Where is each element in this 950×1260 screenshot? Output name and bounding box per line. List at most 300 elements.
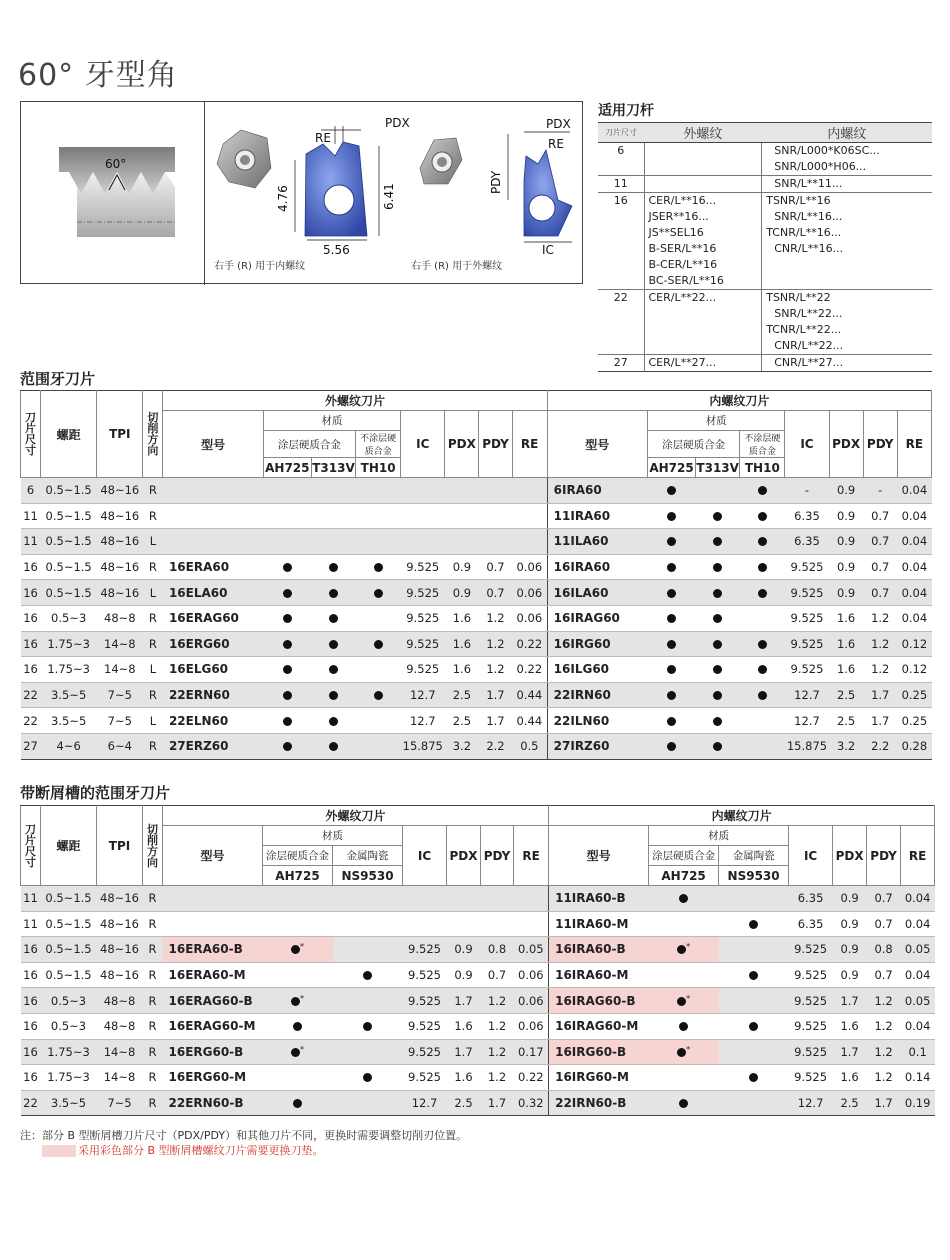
- holder-row: [598, 225, 932, 241]
- size-cell: 22: [21, 682, 41, 708]
- table-row: [21, 631, 932, 657]
- availability-dot-icon: [713, 665, 722, 674]
- ext-pdy-cell: 0.7: [479, 580, 512, 606]
- int-model-cell: 11ILA60: [547, 529, 647, 555]
- material-cell: [311, 657, 355, 683]
- external-insert-illustration: [396, 110, 581, 255]
- ext-re-cell: 0.17: [514, 1039, 549, 1065]
- material-cell: [263, 605, 311, 631]
- material-cell: [263, 529, 311, 555]
- holder-size-cell: [598, 159, 644, 176]
- availability-dot-icon: [374, 563, 383, 572]
- ext-ic-cell: 9.525: [403, 1013, 447, 1039]
- availability-dot-icon: [713, 537, 722, 546]
- table-row: [21, 580, 932, 606]
- ext-pdx-cell: 0.9: [445, 580, 479, 606]
- size-cell: 16: [21, 962, 41, 988]
- table-row: [21, 886, 935, 912]
- material-cell: [263, 657, 311, 683]
- availability-dot-icon: [679, 1099, 688, 1108]
- holder-size-cell: 16: [598, 193, 644, 210]
- tpi-cell: 48~16: [97, 911, 143, 937]
- ext-re-cell: 0.44: [512, 682, 547, 708]
- ext-model-cell: 16ERAG60-M: [163, 1013, 263, 1039]
- t2-header-int-pdx: PDX: [833, 826, 867, 886]
- availability-dot-icon: [283, 563, 292, 572]
- dim-width: 5.56: [323, 243, 350, 257]
- ext-pdx-cell: 1.6: [447, 1013, 481, 1039]
- int-re-cell: 0.12: [897, 657, 931, 683]
- table-row: [21, 937, 935, 963]
- int-pdy-cell: 2.2: [863, 733, 897, 759]
- t1-header-int-re: RE: [897, 411, 931, 478]
- int-ic-cell: 15.875: [785, 733, 829, 759]
- material-cell: [696, 503, 740, 529]
- availability-dot-icon: [667, 537, 676, 546]
- size-cell: 22: [21, 1090, 41, 1116]
- asterisk-icon: *: [300, 942, 304, 952]
- holder-row: [598, 193, 932, 210]
- int-re-cell: 0.25: [897, 682, 931, 708]
- int-pdy-cell: 0.7: [867, 886, 901, 912]
- availability-dot-icon: [329, 665, 338, 674]
- int-re-cell: 0.05: [901, 988, 935, 1014]
- availability-dot-icon: [758, 691, 767, 700]
- availability-dot-icon: [329, 691, 338, 700]
- material-cell: [696, 580, 740, 606]
- figure-divider: [204, 102, 205, 285]
- t1-header-ext-re: RE: [512, 411, 547, 478]
- size-cell: 11: [21, 529, 41, 555]
- holder-external-cell: [644, 306, 762, 322]
- holder-row: [598, 209, 932, 225]
- ext-ic-cell: [401, 478, 445, 504]
- tpi-cell: 6~4: [97, 733, 143, 759]
- size-cell: 22: [21, 708, 41, 734]
- material-cell: [263, 733, 311, 759]
- pitch-cell: 3.5~5: [41, 682, 97, 708]
- int-ic-cell: 9.525: [785, 657, 829, 683]
- int-re-cell: 0.04: [901, 1013, 935, 1039]
- int-pdx-cell: 1.6: [833, 1013, 867, 1039]
- ext-model-cell: 22ERN60: [163, 682, 263, 708]
- ext-ic-cell: [401, 529, 445, 555]
- footnote-2: [42, 1142, 324, 1158]
- ext-re-cell: 0.06: [514, 962, 549, 988]
- table-row: [21, 1039, 935, 1065]
- material-cell: [311, 580, 355, 606]
- ext-re-cell: 0.22: [512, 657, 547, 683]
- int-pdy-cell: 1.7: [863, 708, 897, 734]
- availability-dot-icon: [749, 1022, 758, 1031]
- material-cell: [696, 733, 740, 759]
- t1-header-ext-pdy: PDY: [479, 411, 512, 478]
- int-pdx-cell: 0.9: [833, 962, 867, 988]
- availability-dot-icon: [667, 486, 676, 495]
- size-cell: 16: [21, 554, 41, 580]
- availability-dot-icon: [713, 512, 722, 521]
- holder-internal-cell: [762, 257, 932, 273]
- int-model-cell: 16ILG60: [547, 657, 647, 683]
- asterisk-icon: *: [300, 993, 304, 1003]
- table-row: [21, 682, 932, 708]
- dir-cell: R: [143, 478, 163, 504]
- material-cell: [356, 708, 401, 734]
- int-pdx-cell: 0.9: [829, 503, 863, 529]
- t1-header-int-t313v: T313V: [696, 458, 740, 478]
- material-cell: [311, 631, 355, 657]
- pitch-cell: 3.5~5: [41, 708, 97, 734]
- int-pdx-cell: 0.9: [829, 580, 863, 606]
- dir-cell: R: [143, 631, 163, 657]
- holder-row: [598, 257, 932, 273]
- availability-dot-icon: [667, 614, 676, 623]
- material-cell: [696, 478, 740, 504]
- int-pdx-cell: 1.6: [833, 1065, 867, 1091]
- material-cell: [263, 988, 333, 1014]
- ext-pdy-cell: [479, 478, 512, 504]
- int-model-cell: 16IRA60-M: [549, 962, 649, 988]
- holder-header-external: 外螺纹: [644, 123, 762, 143]
- availability-dot-icon: [677, 997, 686, 1006]
- int-re-cell: 0.12: [897, 631, 931, 657]
- int-pdy-cell: 0.8: [867, 937, 901, 963]
- tpi-cell: 48~8: [97, 605, 143, 631]
- material-cell: [356, 733, 401, 759]
- int-re-cell: 0.04: [897, 503, 931, 529]
- table-row: [21, 988, 935, 1014]
- int-pdy-cell: 1.7: [867, 1090, 901, 1116]
- holder-header-internal: 内螺纹: [762, 123, 932, 143]
- t1-header-ext-pdx: PDX: [445, 411, 479, 478]
- material-cell: [356, 682, 401, 708]
- holder-size-cell: [598, 306, 644, 322]
- int-re-cell: 0.19: [901, 1090, 935, 1116]
- material-cell: [311, 478, 355, 504]
- holder-internal-cell: TCNR/L**16...: [762, 225, 932, 241]
- holder-internal-cell: [762, 273, 932, 290]
- dir-cell: R: [143, 733, 163, 759]
- table-row: [21, 1090, 935, 1116]
- ext-ic-cell: 9.525: [401, 554, 445, 580]
- availability-dot-icon: [758, 563, 767, 572]
- material-cell: [719, 911, 789, 937]
- availability-dot-icon: [667, 665, 676, 674]
- ext-model-cell: 16ERG60-M: [163, 1065, 263, 1091]
- availability-dot-icon: [713, 691, 722, 700]
- holder-external-cell: [644, 338, 762, 355]
- thread-profile-illustration: [57, 142, 181, 242]
- holder-internal-cell: SNR/L**16...: [762, 209, 932, 225]
- material-cell: [696, 657, 740, 683]
- int-re-cell: 0.04: [897, 554, 931, 580]
- material-cell: [356, 529, 401, 555]
- int-pdx-cell: 1.7: [833, 988, 867, 1014]
- holder-size-cell: [598, 225, 644, 241]
- int-model-cell: 16ILA60: [547, 580, 647, 606]
- dir-cell: R: [143, 503, 163, 529]
- ext-pdy-cell: 1.2: [479, 657, 512, 683]
- ext-model-cell: [163, 911, 263, 937]
- availability-dot-icon: [758, 537, 767, 546]
- tpi-cell: 48~16: [97, 580, 143, 606]
- availability-dot-icon: [713, 742, 722, 751]
- dir-cell: R: [143, 605, 163, 631]
- int-pdx-cell: 0.9: [833, 937, 867, 963]
- material-cell: [719, 962, 789, 988]
- availability-dot-icon: [283, 717, 292, 726]
- pitch-cell: 1.75~3: [41, 631, 97, 657]
- pitch-cell: 3.5~5: [41, 1090, 97, 1116]
- material-cell: [647, 529, 695, 555]
- material-cell: [647, 682, 695, 708]
- int-ic-cell: 9.525: [789, 1039, 833, 1065]
- material-cell: [311, 733, 355, 759]
- ext-pdx-cell: 2.5: [447, 1090, 481, 1116]
- ext-pdx-cell: [447, 911, 481, 937]
- material-cell: [263, 682, 311, 708]
- int-re-cell: 0.28: [897, 733, 931, 759]
- tpi-cell: 14~8: [97, 631, 143, 657]
- holder-size-cell: [598, 322, 644, 338]
- ext-pdx-cell: [447, 886, 481, 912]
- table-row: [21, 554, 932, 580]
- ext-model-cell: [163, 529, 263, 555]
- t2-header-int: 内螺纹刀片: [549, 806, 935, 826]
- t2-header-int-cermet: 金属陶瓷: [719, 846, 789, 866]
- ext-pdx-cell: 1.6: [445, 605, 479, 631]
- ext-model-cell: 16ERAG60-B: [163, 988, 263, 1014]
- ext-ic-cell: 12.7: [401, 682, 445, 708]
- ext-model-cell: [163, 478, 263, 504]
- ext-ic-cell: 9.525: [401, 580, 445, 606]
- holder-row: [598, 241, 932, 257]
- size-cell: 16: [21, 580, 41, 606]
- table-row: [21, 1013, 935, 1039]
- tpi-cell: 48~8: [97, 1013, 143, 1039]
- ext-model-cell: 16ELA60: [163, 580, 263, 606]
- ext-model-cell: 22ERN60-B: [163, 1090, 263, 1116]
- size-cell: 16: [21, 1013, 41, 1039]
- holder-internal-cell: CNR/L**16...: [762, 241, 932, 257]
- size-cell: 11: [21, 911, 41, 937]
- material-cell: [263, 580, 311, 606]
- int-pdy-cell: 0.7: [863, 503, 897, 529]
- table-row: [21, 733, 932, 759]
- material-cell: [333, 1013, 403, 1039]
- availability-dot-icon: [374, 589, 383, 598]
- int-ic-cell: 9.525: [785, 554, 829, 580]
- int-pdy-cell: 0.7: [863, 580, 897, 606]
- t2-header-ext-ic: IC: [403, 826, 447, 886]
- material-cell: [263, 1090, 333, 1116]
- dir-cell: L: [143, 529, 163, 555]
- availability-dot-icon: [363, 971, 372, 980]
- dir-cell: L: [143, 580, 163, 606]
- asterisk-icon: *: [686, 942, 691, 952]
- holder-size-cell: [598, 273, 644, 290]
- int-ic-cell: 9.525: [789, 1065, 833, 1091]
- material-cell: [649, 911, 719, 937]
- holder-internal-cell: TSNR/L**16: [762, 193, 932, 210]
- material-cell: [696, 631, 740, 657]
- pitch-cell: 4~6: [41, 733, 97, 759]
- holder-size-cell: 6: [598, 143, 644, 160]
- ext-model-cell: 16ERA60: [163, 554, 263, 580]
- range-insert-title: 范围牙刀片: [20, 370, 96, 388]
- int-pdx-cell: 0.9: [829, 529, 863, 555]
- availability-dot-icon: [291, 945, 300, 954]
- int-ic-cell: 6.35: [789, 911, 833, 937]
- ext-ic-cell: 9.525: [403, 1065, 447, 1091]
- int-re-cell: 0.1: [901, 1039, 935, 1065]
- int-pdx-cell: 0.9: [829, 554, 863, 580]
- holder-header-size: 刀片尺寸: [598, 123, 644, 143]
- ext-pdx-cell: 2.5: [445, 682, 479, 708]
- availability-dot-icon: [667, 691, 676, 700]
- material-cell: [649, 886, 719, 912]
- tpi-cell: 48~16: [97, 886, 143, 912]
- int-pdy-cell: 1.2: [863, 605, 897, 631]
- dir-cell: R: [143, 937, 163, 963]
- ext-ic-cell: 9.525: [403, 1039, 447, 1065]
- holder-row: [598, 355, 932, 372]
- int-pdx-cell: 1.6: [829, 605, 863, 631]
- int-ic-cell: 9.525: [785, 631, 829, 657]
- t1-header-ext-coated: 涂层硬质合金: [263, 431, 355, 458]
- availability-dot-icon: [758, 640, 767, 649]
- availability-dot-icon: [667, 563, 676, 572]
- int-pdy-cell: 0.7: [867, 962, 901, 988]
- int-re-cell: 0.04: [897, 478, 931, 504]
- ext-pdx-cell: 1.7: [447, 1039, 481, 1065]
- ext-model-cell: 16ERAG60: [163, 605, 263, 631]
- t2-header-int-material: 材质: [649, 826, 789, 846]
- availability-dot-icon: [713, 614, 722, 623]
- holder-internal-cell: TCNR/L**22...: [762, 322, 932, 338]
- ext-pdy-cell: [479, 529, 512, 555]
- pitch-cell: 0.5~1.5: [41, 911, 97, 937]
- int-model-cell: 22ILN60: [547, 708, 647, 734]
- availability-dot-icon: [758, 486, 767, 495]
- ext-pdy-cell: 0.7: [481, 962, 514, 988]
- internal-insert-illustration: [211, 116, 411, 261]
- ext-pdy-cell: 1.2: [479, 631, 512, 657]
- table-row: [21, 911, 935, 937]
- material-cell: [263, 554, 311, 580]
- angle-label: 60°: [105, 157, 127, 171]
- int-re-cell: 0.05: [901, 937, 935, 963]
- material-cell: [696, 708, 740, 734]
- material-cell: [740, 580, 785, 606]
- availability-dot-icon: [667, 742, 676, 751]
- material-cell: [356, 631, 401, 657]
- material-cell: [647, 605, 695, 631]
- t2-header-int-ic: IC: [789, 826, 833, 886]
- material-cell: [647, 657, 695, 683]
- table-row: [21, 605, 932, 631]
- table-row: [21, 1065, 935, 1091]
- t2-header-int-ah725: AH725: [649, 866, 719, 886]
- material-cell: [356, 554, 401, 580]
- pitch-cell: 0.5~1.5: [41, 580, 97, 606]
- t1-header-ext-material: 材质: [263, 411, 400, 431]
- material-cell: [740, 708, 785, 734]
- material-cell: [647, 554, 695, 580]
- availability-dot-icon: [293, 1022, 302, 1031]
- int-pdy-cell: 1.2: [867, 1065, 901, 1091]
- ext-re-cell: [512, 478, 547, 504]
- int-model-cell: 6IRA60: [547, 478, 647, 504]
- int-re-cell: 0.04: [897, 605, 931, 631]
- ext-model-cell: [163, 886, 263, 912]
- material-cell: [647, 733, 695, 759]
- ext-ic-cell: 9.525: [403, 937, 447, 963]
- material-cell: [356, 503, 401, 529]
- material-cell: [311, 605, 355, 631]
- availability-dot-icon: [283, 665, 292, 674]
- int-pdy-cell: 1.2: [863, 631, 897, 657]
- holder-internal-cell: SNR/L**22...: [762, 306, 932, 322]
- holder-table: [598, 122, 932, 372]
- table-row: [21, 503, 932, 529]
- table-row: [21, 478, 932, 504]
- chipbreaker-insert-title: 带断屑槽的范围牙刀片: [20, 784, 171, 802]
- material-cell: [263, 937, 333, 963]
- page-title: 60° 牙型角: [18, 58, 178, 93]
- ext-ic-cell: 12.7: [403, 1090, 447, 1116]
- material-cell: [740, 478, 785, 504]
- tpi-cell: 48~16: [97, 503, 143, 529]
- availability-dot-icon: [677, 945, 686, 954]
- ext-pdx-cell: 2.5: [445, 708, 479, 734]
- material-cell: [333, 988, 403, 1014]
- availability-dot-icon: [374, 640, 383, 649]
- material-cell: [311, 529, 355, 555]
- internal-insert-caption: 右手 (R) 用于内螺纹: [214, 261, 306, 272]
- t1-header-pitch: 螺距: [41, 391, 97, 478]
- ext-pdx-cell: [445, 529, 479, 555]
- ext-pdy-cell: [479, 503, 512, 529]
- dir-cell: R: [143, 1039, 163, 1065]
- holder-internal-cell: SNR/L**11...: [762, 176, 932, 193]
- material-cell: [647, 478, 695, 504]
- material-cell: [719, 937, 789, 963]
- int-model-cell: 16IRG60-B: [549, 1039, 649, 1065]
- pitch-cell: 0.5~3: [41, 605, 97, 631]
- t1-header-dir: 切 削 方 向: [143, 391, 163, 478]
- dir-cell: R: [143, 911, 163, 937]
- t1-header-ext-ic: IC: [401, 411, 445, 478]
- pitch-cell: 0.5~1.5: [41, 478, 97, 504]
- t2-header-ext-re: RE: [514, 826, 549, 886]
- int-ic-cell: 12.7: [789, 1090, 833, 1116]
- ext-re-cell: 0.06: [514, 1013, 549, 1039]
- ext-re-cell: [514, 911, 549, 937]
- int-model-cell: 11IRA60: [547, 503, 647, 529]
- ext-pdy-cell: 1.2: [481, 1065, 514, 1091]
- pitch-cell: 0.5~1.5: [41, 529, 97, 555]
- ext-model-cell: 16ERA60-M: [163, 962, 263, 988]
- pitch-cell: 0.5~3: [41, 1013, 97, 1039]
- availability-dot-icon: [329, 614, 338, 623]
- tpi-cell: 7~5: [97, 682, 143, 708]
- size-cell: 16: [21, 657, 41, 683]
- holder-external-cell: CER/L**16...: [644, 193, 762, 210]
- ext-pdy-cell: 1.2: [479, 605, 512, 631]
- pitch-cell: 0.5~1.5: [41, 886, 97, 912]
- material-cell: [356, 605, 401, 631]
